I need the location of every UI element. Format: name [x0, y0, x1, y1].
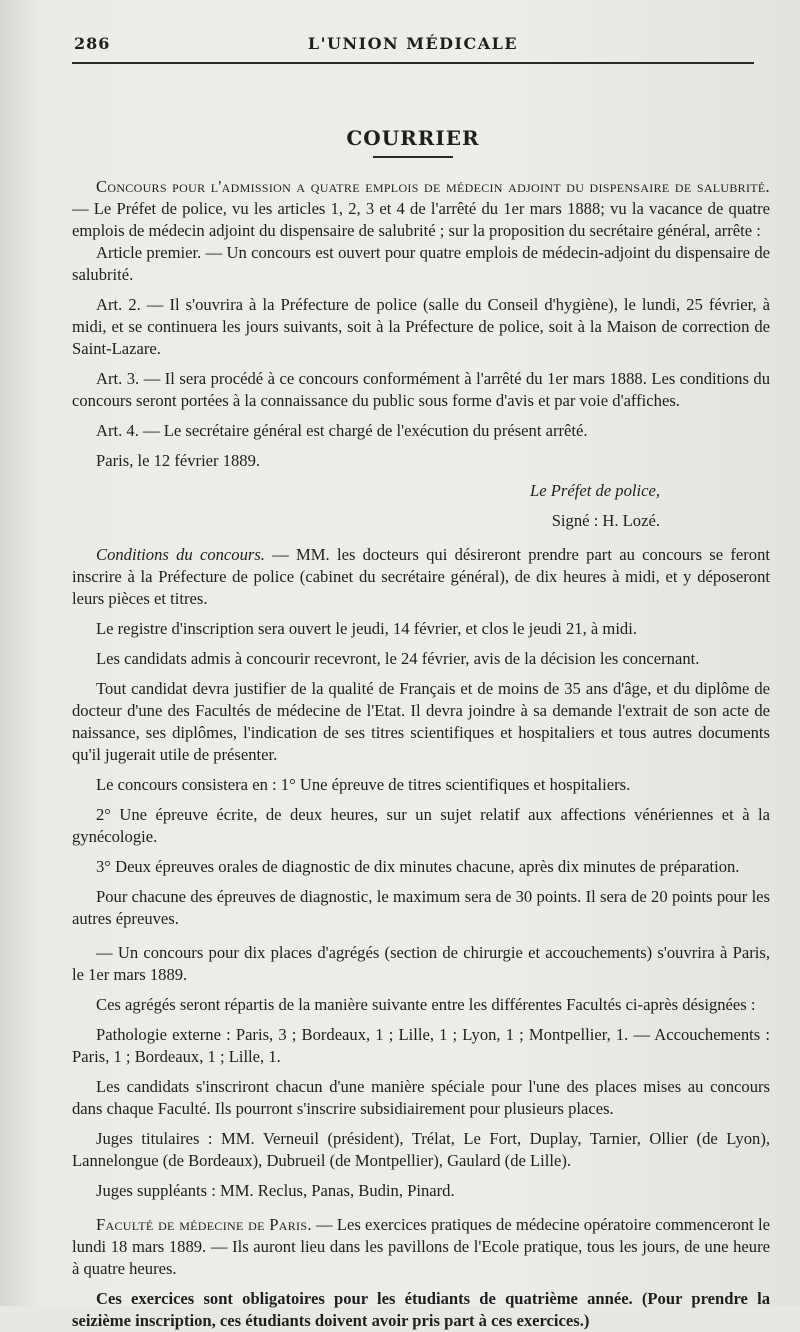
- paragraph-text: — Les exercices pratiques de médecine opératoire commenceront le lundi 18 mars 1889. — Ils auront lieu dans les pavillons de l'Ecole pratique, tous les jours, de une heure à quatre heures.: [72, 1215, 771, 1278]
- paragraph-text: — MM. les docteurs qui désireront prendre part au concours se feront inscrire à la Préfecture de police (cabinet du secrétaire général), de dix heures à midi, et y déposeront leurs pièces et titres.: [72, 545, 770, 608]
- page-number: 286: [74, 34, 111, 53]
- paragraph-text: — Le Préfet de police, vu les articles 1, 2, 3 et 4 de l'arrêté du 1er mars 1888; vu la vacance de quatre emplois de médecin adjoint du dispensaire de salubrité ; sur la proposition du secrétaire général, arrête :: [72, 199, 770, 240]
- paragraph-points: Pour chacune des épreuves de diagnostic, le maximum sera de 30 points. Il sera de 20 points pour les autres épreuves.: [72, 887, 770, 928]
- paragraph-conditions: [72, 544, 770, 610]
- paragraph-article-4: Art. 4. — Le secrétaire général est chargé de l'exécution du présent arrêté.: [96, 421, 588, 440]
- paragraph-closing: Ces exercices sont obligatoires pour les étudiants de quatrième année. (Pour prendre la seizième inscription, ces étudiants doivent avoir pris part à ces exercices.): [72, 1289, 770, 1330]
- paragraph-article-1: Article premier. — Un concours est ouvert pour quatre emplois de médecin-adjoint du dispensaire de salubrité.: [72, 243, 770, 284]
- running-header: [72, 28, 754, 64]
- signature-name: Signé : H. Lozé.: [551, 511, 660, 530]
- section-title: COURRIER: [346, 126, 480, 150]
- date-line: Paris, le 12 février 1889.: [96, 451, 261, 470]
- paragraph-inscription: Les candidats s'inscriront chacun d'une manière spéciale pour l'une des places mises au concours dans chaque Faculté. Ils pourront s'inscrire subsidiairement pour plusieurs places.: [72, 1077, 770, 1118]
- journal-title: L'UNION MÉDICALE: [307, 34, 519, 53]
- paragraph-tout-candidat: Tout candidat devra justifier de la qualité de Français et de moins de 35 ans d'âge, et du diplôme de docteur d'une des Facultés de médecine de l'Etat. Il devra joindre à sa demande l'extrait de son acte de naissance, ses diplômes, l'indication de ses titres scientifiques et hospitaliers et tous autres documents qu'il jugerait utile de présenter.: [72, 679, 770, 764]
- signature-title: Le Préfet de police,: [530, 481, 660, 500]
- paragraph-lead: Faculté de médecine de Paris.: [96, 1215, 312, 1234]
- paragraph-lead: Conditions du concours.: [96, 545, 265, 564]
- paragraph-candidats: Les candidats admis à concourir recevront, le 24 février, avis de la décision les concernant.: [96, 649, 700, 668]
- paragraph-juges-suppleants: Juges suppléants : MM. Reclus, Panas, Budin, Pinard.: [96, 1181, 455, 1200]
- paragraph-agreges: — Un concours pour dix places d'agrégés (section de chirurgie et accouchements) s'ouvrira à Paris, le 1er mars 1889.: [72, 943, 770, 984]
- paragraph-epreuve-3: 3° Deux épreuves orales de diagnostic de dix minutes chacune, après dix minutes de préparation.: [96, 857, 740, 876]
- paragraph-article-2: Art. 2. — Il s'ouvrira à la Préfecture de police (salle du Conseil d'hygiène), le lundi, 25 février, à midi, et se continuera les jours suivants, soit à la Préfecture de police, soit à la Maison de correction de Saint-Lazare.: [72, 295, 770, 358]
- section-divider: [373, 156, 453, 158]
- paragraph-concours-dispensaire: [72, 176, 770, 242]
- paragraph-epreuve-2: 2° Une épreuve écrite, de deux heures, sur un sujet relatif aux affections vénériennes et à la gynécologie.: [72, 805, 770, 846]
- paragraph-repartis: Ces agrégés seront répartis de la manière suivante entre les différentes Facultés ci-après désignées :: [96, 995, 756, 1014]
- paragraph-lead: Concours pour l'admission a quatre emplois de médecin adjoint du dispensaire de salubrité.: [96, 177, 770, 196]
- paragraph-epreuve-1: Le concours consistera en : 1° Une épreuve de titres scientifiques et hospitaliers.: [96, 775, 631, 794]
- article-body: [72, 176, 770, 1332]
- paragraph-registre: Le registre d'inscription sera ouvert le jeudi, 14 février, et clos le jeudi 21, à midi.: [96, 619, 637, 638]
- paragraph-faculte: [72, 1214, 770, 1280]
- paragraph-pathologie: Pathologie externe : Paris, 3 ; Bordeaux, 1 ; Lille, 1 ; Lyon, 1 ; Montpellier, 1. — Accouchements : Paris, 1 ; Bordeaux, 1 ; Lille, 1.: [72, 1025, 770, 1066]
- paragraph-article-3: Art. 3. — Il sera procédé à ce concours conformément à l'arrêté du 1er mars 1888. Les conditions du concours seront portées à la connaissance du public sous forme d'avis et par voie d'affiches.: [72, 369, 770, 410]
- paragraph-juges-titulaires: Juges titulaires : MM. Verneuil (président), Trélat, Le Fort, Duplay, Tarnier, Ollier (de Lyon), Lannelongue (de Bordeaux), Dubrueil (de Montpellier), Gaulard (de Lille).: [72, 1129, 770, 1170]
